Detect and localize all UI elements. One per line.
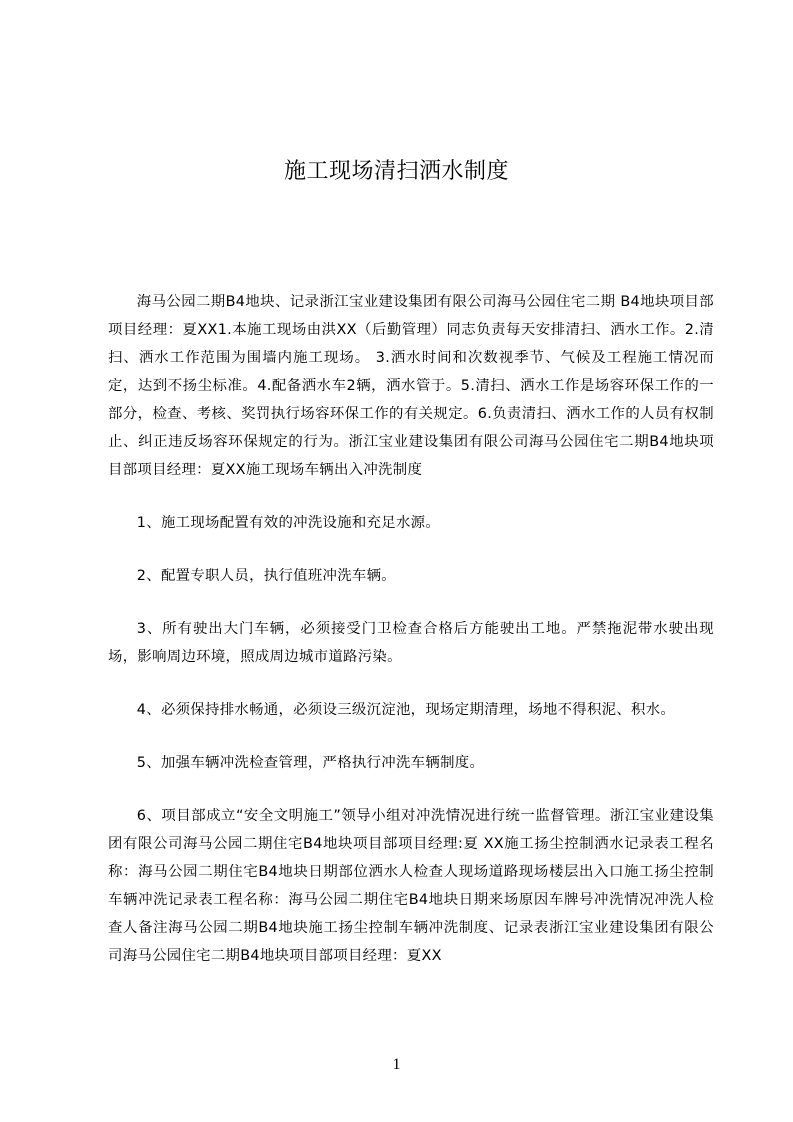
paragraph-intro: 海马公园二期B4地块、记录浙江宝业建设集团有限公司海马公园住宅二期 B4地块项目部项目经理：夏XX1.本施工现场由洪XX（后勤管理）同志负责每天安排清扫、洒水工作。2.清扫、洒水工作范围为围墙内施工现场。 3.洒水时间和次数视季节、气候及工程施工情况而定，达到不扬尘标准。4.配备洒水车2辆，洒水管于。5.清扫、洒水工作是场容环保工作的一部分，检查、考核、奖罚执行场容环保工作的有关规定。6.负责清扫、洒水工作的人员有权制止、纠正违反场容环保规定的行为。浙江宝业建设集团有限公司海马公园住宅二期B4地块项目部项目经理：夏XX施工现场车辆出入冲洗制度 <box>108 294 714 478</box>
paragraph-item-5: 5、加强车辆冲洗检查管理，严格执行冲洗车辆制度。 <box>136 755 485 771</box>
paragraph-item-1: 1、施工现场配置有效的冲洗设施和充足水源。 <box>136 515 441 531</box>
paragraph-item-2: 2、配置专职人员，执行值班冲洗车辆。 <box>136 568 396 584</box>
page-number: 1 <box>392 1056 401 1073</box>
paragraph-item-3: 3、所有驶出大门车辆，必须接受门卫检查合格后方能驶出工地。严禁拖泥带水驶出现场，影响周边环境，照成周边城市道路污染。 <box>108 621 714 665</box>
paragraph-item-4: 4、必须保持排水畅通，必须设三级沉淀池，现场定期清理，场地不得积泥、积水。 <box>136 702 676 718</box>
document-title: 施工现场清扫洒水制度 <box>283 158 509 184</box>
document-body <box>108 288 714 970</box>
paragraph-item-6: 6、项目部成立“安全文明施工”领导小组对冲洗情况进行统一监督管理。浙江宝业建设集团有限公司海马公园二期住宅B4地块项目部项目经理:夏 XX施工扬尘控制洒水记录表工程名称：海马公园二期住宅B4地块日期部位洒水人检查人现场道路现场楼层出入口施工扬尘控制车辆冲洗记录表工程名称：海马公园二期住宅B4地块日期来场原因车牌号冲洗情况冲洗人检查人备注海马公园二期B4地块施工扬尘控制车辆冲洗制度、记录表浙江宝业建设集团有限公司海马公园住宅二期B4地块项目部项目经理：夏XX <box>108 808 714 964</box>
